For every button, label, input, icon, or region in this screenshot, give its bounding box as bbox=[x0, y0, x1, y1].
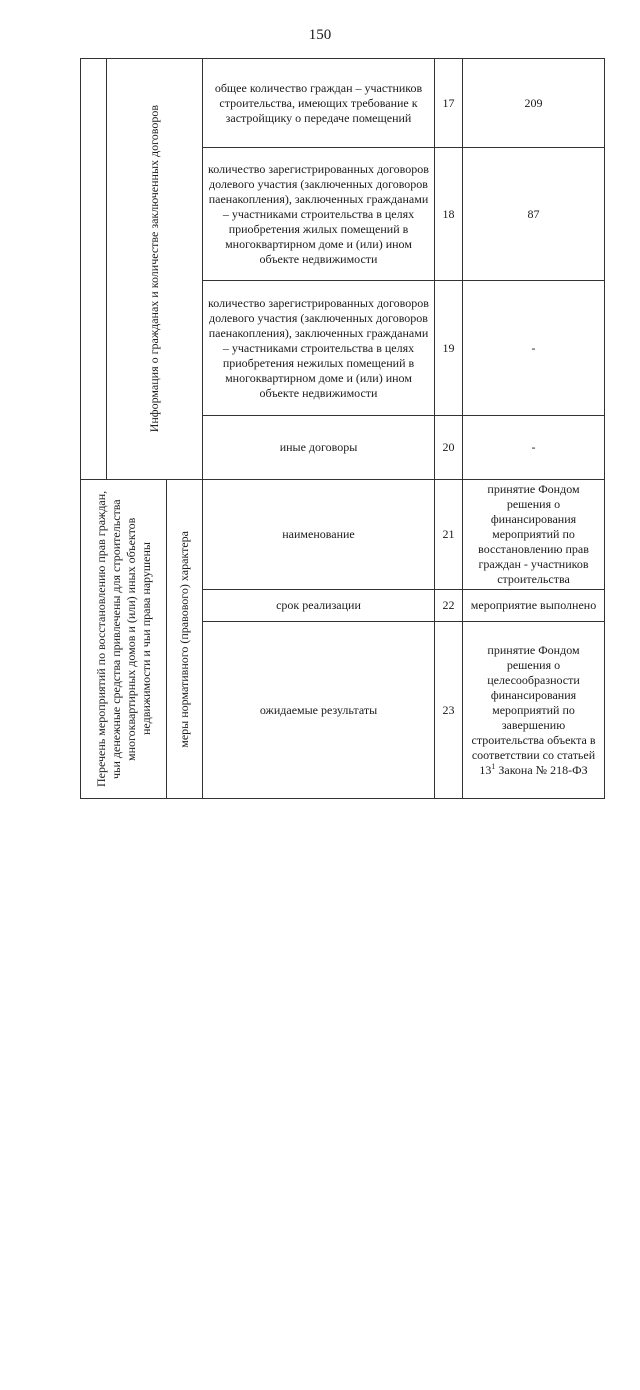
row-label: ожидаемые результаты bbox=[203, 622, 435, 799]
section-2-title: Перечень мероприятий по восстановлению прав граждан, чьи денежные средства привлечены для строительства многоквартирных домов и (или) иных объектов недвижимости и чьи права нарушены bbox=[93, 490, 153, 788]
row-code: 19 bbox=[435, 281, 463, 416]
row-value bbox=[463, 622, 605, 799]
row-label: иные договоры bbox=[203, 416, 435, 480]
row-label: количество зарегистрированных договоров долевого участия (заключенных договоров паенакопления), заключенных гражданами – участниками строительства в целях приобретения жилых помещений в многоквартирном доме и (или) ином объекте недвижимости bbox=[203, 148, 435, 281]
table-row bbox=[81, 59, 605, 148]
row-value: - bbox=[463, 416, 605, 480]
page-number: 150 bbox=[308, 27, 332, 43]
section-2-title-cell bbox=[81, 480, 167, 799]
row-label: наименование bbox=[203, 480, 435, 590]
row-value: принятие Фондом решения о финансирования мероприятий по восстановлению прав граждан - участников строительства bbox=[463, 480, 605, 590]
margin-cell bbox=[81, 59, 107, 480]
row-value: мероприятие выполнено bbox=[463, 590, 605, 622]
value-text-end: Закона № 218-ФЗ bbox=[495, 762, 588, 777]
row-value: - bbox=[463, 281, 605, 416]
row-code: 18 bbox=[435, 148, 463, 281]
row-label: срок реализации bbox=[203, 590, 435, 622]
section-1-title-cell bbox=[107, 59, 203, 480]
data-table bbox=[80, 58, 605, 799]
table-row bbox=[81, 480, 605, 590]
row-code: 21 bbox=[435, 480, 463, 590]
row-label: общее количество граждан – участников строительства, имеющих требование к застройщику о передаче помещений bbox=[203, 59, 435, 148]
row-value: 209 bbox=[463, 59, 605, 148]
value-text: принятие Фондом решения о целесообразности финансирования мероприятий по завершению строительства объекта в соответствии со статьей 13 bbox=[471, 642, 596, 777]
row-code: 23 bbox=[435, 622, 463, 799]
row-label: количество зарегистрированных договоров долевого участия (заключенных договоров паенакопления), заключенных гражданами – участниками строительства в целях приобретения нежилых помещений в многоквартирном доме и (или) ином объекте недвижимости bbox=[203, 281, 435, 416]
section-2-subtitle-cell bbox=[167, 480, 203, 799]
row-code: 20 bbox=[435, 416, 463, 480]
superscript: 1 bbox=[491, 761, 496, 771]
section-1-title: Информация о гражданах и количестве заключенных договоров bbox=[147, 105, 161, 433]
row-value: 87 bbox=[463, 148, 605, 281]
row-code: 22 bbox=[435, 590, 463, 622]
section-2-subtitle: меры нормативного (правового) характера bbox=[177, 530, 191, 748]
row-code: 17 bbox=[435, 59, 463, 148]
